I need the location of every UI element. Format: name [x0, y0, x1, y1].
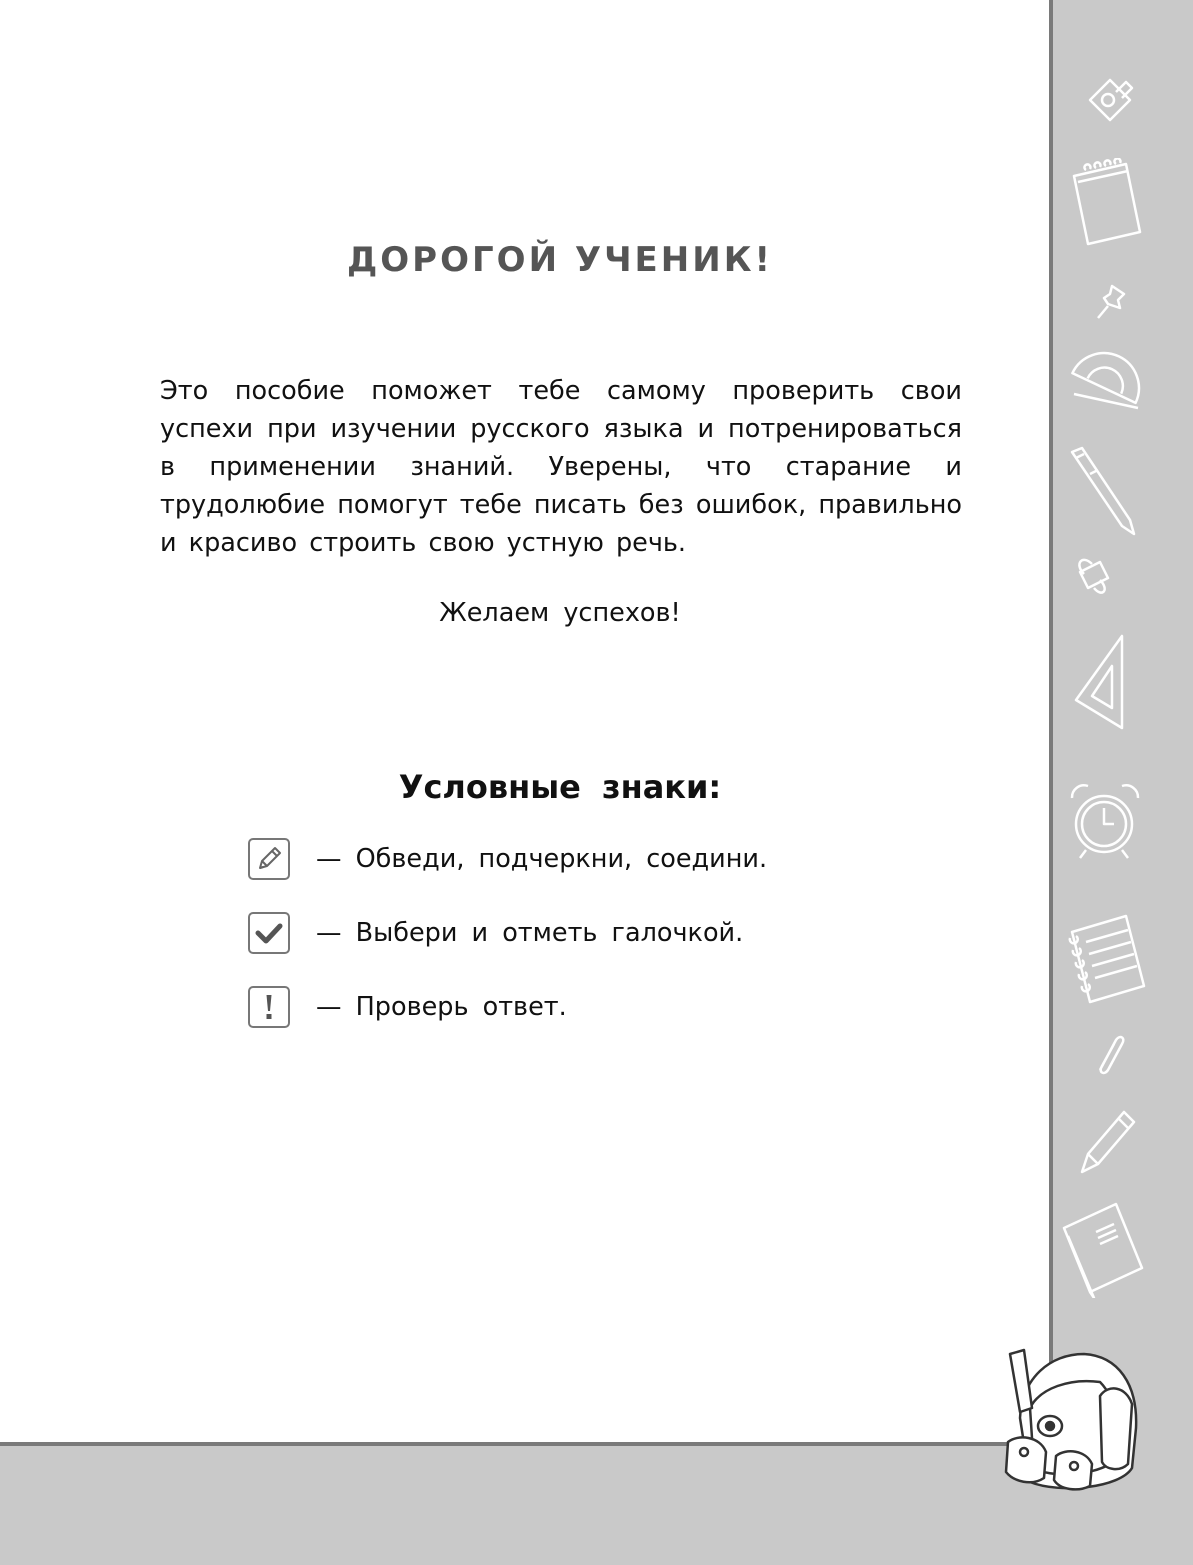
alarm-clock-icon — [1066, 778, 1146, 860]
legend-text: — Выбери и отметь галочкой. — [316, 918, 744, 948]
legend-text: — Проверь ответ. — [316, 992, 567, 1022]
binder-clip-icon — [1070, 552, 1116, 602]
pencil-icon — [1074, 1104, 1138, 1176]
legend-title: Условные знаки: — [398, 768, 722, 806]
set-square-icon — [1070, 632, 1130, 732]
page-title: ДОРОГОЙ УЧЕНИК! — [347, 240, 773, 280]
legend-text: — Обведи, подчеркни, соедини. — [316, 844, 768, 874]
book-icon — [1060, 1198, 1146, 1298]
pushpin-icon — [1094, 282, 1130, 322]
paperclip-icon — [1090, 1034, 1126, 1078]
protractor-icon — [1066, 340, 1144, 412]
spiral-notebook-icon — [1064, 912, 1148, 1008]
legend-item-exclamation — [248, 984, 567, 1030]
sharpener-icon — [1082, 72, 1138, 128]
notepad-icon — [1068, 158, 1144, 250]
exclamation-icon — [248, 986, 290, 1028]
backpack-icon — [1000, 1348, 1146, 1496]
legend-item-checkmark — [248, 910, 743, 956]
wish-text: Желаем успехов! — [439, 598, 681, 628]
pencil-icon — [248, 838, 290, 880]
intro-paragraph: Это пособие поможет тебе самому проверить свои успехи при изучении русского языка и потренироваться в применении знаний. Уверены, что старание и трудолюбие помогут тебе писать без ошибок, правильно и красиво строить свою устную речь. — [160, 376, 962, 558]
legend-item-pencil — [248, 836, 767, 882]
checkmark-icon — [248, 912, 290, 954]
decorative-footer-band — [0, 1442, 1049, 1565]
pen-icon — [1064, 444, 1140, 536]
